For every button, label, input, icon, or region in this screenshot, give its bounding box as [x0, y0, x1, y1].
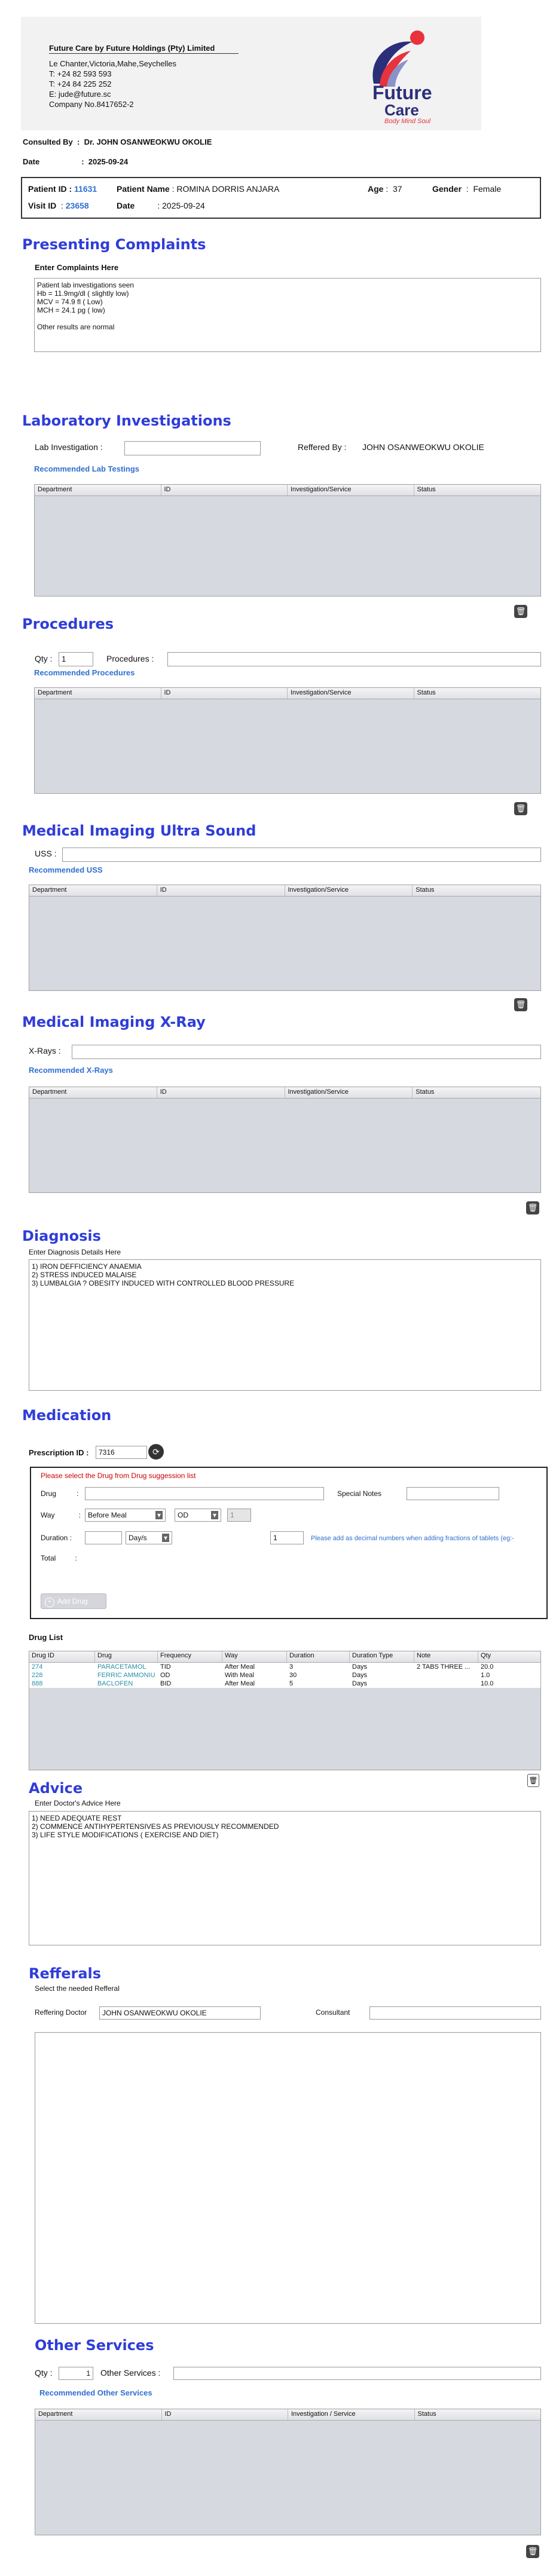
xray-title: Medical Imaging X-Ray	[22, 1014, 206, 1030]
decimal-note: Please add as decimal numbers when adding fractions of tablets (eg:-	[311, 1535, 514, 1542]
complaint-line: MCV = 74.9 fl ( Low)	[37, 298, 103, 306]
add-drug-label: Add Drug	[57, 1597, 88, 1605]
referrals-prompt: Select the needed Refferal	[35, 1984, 120, 1993]
col-status: Status	[417, 486, 436, 493]
patient-id-value[interactable]: 11631	[74, 184, 97, 194]
frequency-select[interactable]	[175, 1509, 221, 1522]
col-status: Status	[417, 2410, 436, 2418]
advice-prompt: Enter Doctor's Advice Here	[35, 1799, 121, 1807]
cell-way: After Meal	[225, 1680, 255, 1687]
cell-drug-id: 888	[32, 1680, 43, 1687]
col-duration: Duration	[287, 1651, 350, 1662]
add-drug-panel	[30, 1467, 548, 1619]
other-services-title: Other Services	[35, 2337, 154, 2354]
delete-drug-button[interactable]: 🗑	[527, 1774, 539, 1787]
delete-procedure-button[interactable]: 🗑	[514, 802, 527, 815]
col-status: Status	[417, 689, 436, 696]
cell-duration: 3	[289, 1663, 294, 1671]
prescription-id-label: Prescription ID :	[29, 1448, 89, 1457]
cell-drug: PARACETAMOL	[97, 1663, 146, 1671]
procedures-title: Procedures	[22, 616, 114, 632]
procedures-qty-label: Qty :	[35, 654, 53, 663]
delete-lab-button[interactable]: 🗑	[514, 605, 527, 618]
advice-textarea[interactable]	[29, 1811, 541, 1945]
company-number: Company No.8417652-2	[49, 100, 134, 109]
frequency-value: OD	[178, 1511, 188, 1519]
lab-title: Laboratory Investigations	[22, 412, 231, 429]
complaints-prompt: Enter Complaints Here	[35, 263, 119, 272]
diagnosis-textarea[interactable]	[29, 1259, 541, 1391]
prescription-id-input[interactable]: 7316	[96, 1446, 147, 1459]
patient-id-label: Patient ID :	[28, 184, 72, 194]
col-investigation: Investigation / Service	[288, 2409, 415, 2420]
procedures-input[interactable]	[167, 652, 541, 666]
company-address: Le Chanter,Victoria,Mahe,Seychelles	[49, 59, 176, 68]
col-duration-type: Duration Type	[350, 1651, 414, 1662]
medication-title: Medication	[22, 1407, 112, 1424]
patient-name-label: Patient Name	[117, 184, 170, 194]
table-row[interactable]	[29, 1671, 540, 1679]
diagnosis-line: 2) STRESS INDUCED MALAISE	[32, 1271, 137, 1279]
recommended-xray-label: Recommended X-Rays	[29, 1066, 113, 1075]
special-notes-label: Special Notes	[337, 1489, 382, 1498]
procedures-grid[interactable]	[34, 687, 541, 794]
diagnosis-line: 1) IRON DEFFICIENCY ANAEMIA	[32, 1262, 142, 1271]
col-investigation: Investigation/Service	[285, 1087, 413, 1098]
referred-by-value: JOHN OSANWEOKWU OKOLIE	[362, 442, 484, 452]
cell-frequency: BID	[160, 1680, 172, 1687]
cell-drug-id: 228	[32, 1672, 43, 1679]
visit-date-label: Date	[117, 201, 135, 210]
other-services-grid[interactable]	[35, 2409, 541, 2535]
advice-line: 3) LIFE STYLE MODIFICATIONS ( EXERCISE AND DIET)	[32, 1831, 219, 1839]
complaints-title: Presenting Complaints	[22, 236, 206, 253]
col-id: ID	[157, 885, 285, 896]
diagnosis-title: Diagnosis	[22, 1228, 101, 1244]
complaints-textarea[interactable]	[34, 278, 541, 352]
cell-frequency: OD	[160, 1672, 170, 1679]
cell-note: 2 TABS THREE ...	[417, 1663, 471, 1671]
chevron-down-icon: ▾	[155, 1511, 163, 1519]
cell-duration: 5	[289, 1680, 294, 1687]
chevron-down-icon: ▾	[211, 1511, 218, 1519]
uss-title: Medical Imaging Ultra Sound	[22, 822, 256, 839]
consulted-by-label: Consulted By : Dr. JOHN OSANWEOKWU OKOLIE	[23, 137, 212, 146]
drug-input[interactable]	[85, 1487, 324, 1500]
other-services-input[interactable]	[173, 2367, 541, 2380]
uss-label: USS :	[35, 849, 57, 858]
table-row[interactable]	[29, 1679, 540, 1688]
cell-way: With Meal	[225, 1672, 254, 1679]
col-department: Department	[29, 1087, 157, 1098]
uss-grid-header	[29, 885, 540, 897]
plus-circle-icon: +	[45, 1598, 54, 1607]
cell-drug-id: 274	[32, 1663, 43, 1671]
complaint-line: Patient lab investigations seen	[37, 281, 135, 289]
col-investigation: Investigation/Service	[285, 885, 413, 896]
recommended-procedures-label: Recommended Procedures	[34, 668, 135, 677]
col-way: Way	[222, 1651, 287, 1662]
drug-list-grid[interactable]	[29, 1651, 541, 1770]
consult-date-value: 2025-09-24	[88, 157, 129, 166]
col-qty: Qty	[481, 1652, 491, 1659]
company-phone-2: T: +24 84 225 252	[49, 79, 112, 88]
col-department: Department	[29, 885, 157, 896]
company-phone-1: T: +24 82 593 593	[49, 69, 112, 78]
procedures-grid-header	[35, 688, 540, 699]
recommended-lab-label: Recommended Lab Testings	[34, 464, 140, 473]
company-name: Future Care by Future Holdings (Pty) Limited	[49, 43, 239, 54]
xray-input[interactable]	[72, 1045, 541, 1059]
col-department: Department	[35, 688, 161, 699]
complaint-line: MCH = 24.1 pg ( low)	[37, 306, 105, 314]
col-department: Department	[35, 2409, 162, 2420]
gender-value: Female	[473, 184, 502, 194]
refresh-icon[interactable]: ⟳	[148, 1444, 164, 1460]
diagnosis-line: 3) LUMBALGIA ? OBESITY INDUCED WITH CONTROLLED BLOOD PRESSURE	[32, 1279, 295, 1287]
procedures-field-label: Procedures :	[106, 654, 154, 663]
xray-label: X-Rays :	[29, 1046, 61, 1056]
cell-way: After Meal	[225, 1663, 255, 1671]
way-value: Before Meal	[88, 1511, 127, 1519]
procedures-qty-input[interactable]: 1	[59, 652, 93, 666]
referral-letter-textarea[interactable]	[35, 2032, 541, 2324]
visit-date-value: 2025-09-24	[162, 201, 205, 210]
quantity-input[interactable]: 1	[270, 1531, 304, 1544]
other-qty-input[interactable]: 1	[59, 2367, 93, 2380]
cell-frequency: TID	[160, 1663, 171, 1671]
visit-id-label: Visit ID	[28, 201, 57, 210]
diagnosis-prompt: Enter Diagnosis Details Here	[29, 1248, 121, 1256]
frequency-count-input[interactable]: 1	[227, 1509, 251, 1522]
drug-list-title: Drug List	[29, 1633, 63, 1642]
patient-name-value: ROMINA DORRIS ANJARA	[176, 184, 280, 194]
col-status: Status	[416, 886, 435, 894]
drug-list-header	[29, 1651, 540, 1663]
consult-date: Date : 2025-09-24	[23, 157, 129, 166]
way-label: Way :	[41, 1511, 81, 1519]
company-details	[49, 43, 239, 109]
table-row[interactable]	[29, 1663, 540, 1671]
add-drug-button[interactable]	[41, 1593, 106, 1609]
delete-other-service-button[interactable]: 🗑	[526, 2545, 539, 2558]
delete-uss-button[interactable]: 🗑	[514, 998, 527, 1011]
col-id: ID	[157, 1087, 285, 1098]
way-select[interactable]	[85, 1509, 166, 1522]
uss-grid[interactable]	[29, 885, 541, 991]
total-label: Total :	[41, 1554, 77, 1562]
col-investigation: Investigation/Service	[288, 485, 414, 495]
col-id: ID	[161, 485, 288, 495]
cell-duration: 30	[289, 1672, 297, 1679]
other-grid-header	[35, 2409, 540, 2421]
duration-unit-select[interactable]	[126, 1531, 172, 1544]
col-drug: Drug	[95, 1651, 158, 1662]
cell-drug: FERRIC AMMONIU	[97, 1672, 155, 1679]
advice-line: 2) COMMENCE ANTIHYPERTENSIVES AS PREVIOUSLY RECOMMENDED	[32, 1822, 279, 1831]
consultant-label: Consultant	[316, 2008, 350, 2017]
col-status: Status	[416, 1088, 435, 1096]
cell-duration-type: Days	[352, 1672, 368, 1679]
xray-grid[interactable]	[29, 1087, 541, 1193]
cell-qty: 10.0	[481, 1680, 494, 1687]
consultant-input[interactable]	[369, 2006, 541, 2020]
other-services-label: Other Services :	[100, 2368, 161, 2378]
recommended-uss-label: Recommended USS	[29, 865, 103, 874]
col-note: Note	[414, 1651, 478, 1662]
other-qty-label: Qty :	[35, 2368, 53, 2378]
visit-id-value[interactable]: 23658	[65, 201, 89, 210]
uss-input[interactable]	[62, 848, 541, 862]
age-label: Age	[368, 184, 384, 194]
col-investigation: Investigation/Service	[288, 688, 414, 699]
cell-drug: BACLOFEN	[97, 1680, 133, 1687]
drug-label: Drug :	[41, 1489, 79, 1498]
delete-xray-button[interactable]: 🗑	[526, 1201, 539, 1214]
company-email: E: jude@future.sc	[49, 90, 111, 99]
lab-investigation-label: Lab Investigation :	[35, 442, 103, 452]
logo-word-future: Future	[372, 82, 432, 103]
referring-doctor-input[interactable]: JOHN OSANWEOKWU OKOLIE	[99, 2006, 261, 2020]
special-notes-input[interactable]	[407, 1487, 499, 1500]
lab-grid[interactable]	[34, 484, 541, 596]
duration-unit-value: Day/s	[129, 1534, 147, 1542]
complaint-line: Other results are normal	[37, 323, 115, 331]
chevron-down-icon: ▾	[162, 1534, 169, 1542]
logo-tagline: Body Mind Soul	[384, 118, 431, 125]
col-id: ID	[162, 2409, 289, 2420]
advice-title: Advice	[29, 1780, 83, 1797]
referrals-title: Refferals	[29, 1965, 102, 1982]
complaint-line: Hb = 11.9mg/dl ( slightly low)	[37, 289, 129, 298]
cell-duration-type: Days	[352, 1663, 368, 1671]
gender-label: Gender	[432, 184, 462, 194]
duration-input[interactable]	[85, 1531, 122, 1544]
cell-qty: 1.0	[481, 1672, 490, 1679]
future-care-logo	[356, 27, 451, 129]
referring-doctor-label: Reffering Doctor	[35, 2008, 87, 2017]
referred-by-label: Reffered By :	[298, 442, 347, 452]
col-department: Department	[35, 485, 161, 495]
patient-info-box: Patient ID : 11631 Patient Name : ROMINA DORRIS ANJARA Age : 37 Gender : Female Visit ID : 23658 Date : 2025-09-24	[21, 177, 541, 219]
logo-word-care: Care	[384, 101, 419, 119]
lab-investigation-input[interactable]	[124, 441, 261, 455]
cell-qty: 20.0	[481, 1663, 494, 1671]
col-drug-id: Drug ID	[29, 1651, 95, 1662]
lab-grid-header	[35, 485, 540, 496]
drug-warning: Please select the Drug from Drug suggession list	[41, 1471, 196, 1480]
cell-note	[414, 1671, 478, 1679]
consulted-by-value: Dr. JOHN OSANWEOKWU OKOLIE	[84, 137, 212, 146]
cell-duration-type: Days	[352, 1680, 368, 1687]
col-id: ID	[161, 688, 288, 699]
xray-grid-header	[29, 1087, 540, 1099]
col-frequency: Frequency	[158, 1651, 222, 1662]
recommended-other-label: Recommended Other Services	[39, 2388, 152, 2397]
advice-line: 1) NEED ADEQUATE REST	[32, 1814, 122, 1822]
cell-note	[414, 1679, 478, 1688]
age-value: 37	[393, 184, 402, 194]
duration-label: Duration :	[41, 1534, 72, 1542]
